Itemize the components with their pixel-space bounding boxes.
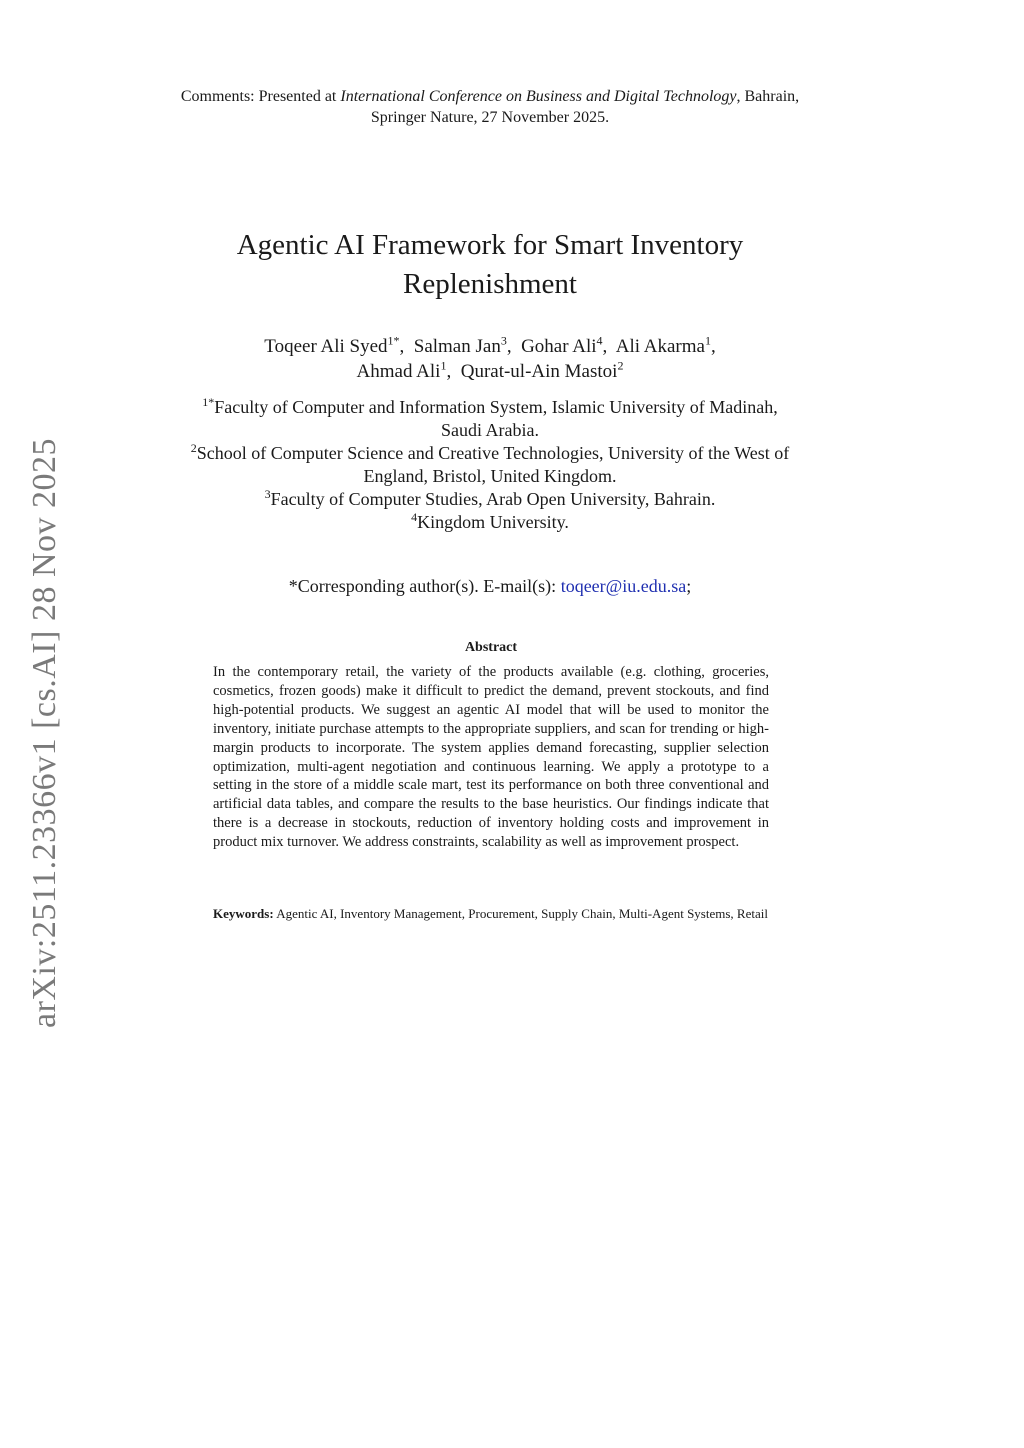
author-affil-mark: 4 bbox=[596, 333, 603, 348]
affiliation-text: Faculty of Computer and Information System, Islamic University of Madinah, Saudi Arabia. bbox=[214, 397, 778, 440]
comments-venue: International Conference on Business and Digital Technology bbox=[340, 88, 737, 105]
comments-suffix: , Bahrain, Springer Nature, 27 November 2025. bbox=[370, 88, 800, 126]
author-affil-mark: 3 bbox=[500, 333, 507, 348]
keywords-label: Keywords: bbox=[213, 906, 274, 921]
author-affil-mark: 1 bbox=[704, 333, 711, 348]
affiliation-mark: 4 bbox=[411, 510, 418, 524]
title-line-1: Agentic AI Framework for Smart Inventory bbox=[236, 229, 744, 261]
author-affil-mark: 1* bbox=[387, 333, 400, 348]
affiliation-item bbox=[180, 442, 800, 488]
abstract-text: In the contemporary retail, the variety of the products available (e.g. clothing, groceries, cosmetics, frozen goods) make it difficult to predict the demand, prevent stockouts, and find high-potential products. We suggest an agentic AI model that will be used to monitor the inventory, initiate purchase attempts to the appropriate suppliers, and scan for trending or high-margin products to incorporate. The system applies demand forecasting, supplier selection optimization, multi-agent negotiation and continuous learning. We apply a prototype to a setting in the store of a middle scale mart, test its performance on both three conventional and artificial data tables, and compare the results to the base heuristics. Our findings indicate that there is a decrease in stockouts, reduction of inventory holding costs and improvement in product mix turnover. We address constraints, scalability as well as improvement prospect. bbox=[213, 664, 769, 851]
keywords bbox=[213, 906, 769, 922]
affiliation-mark: 2 bbox=[190, 441, 197, 455]
affiliation-text: Kingdom University. bbox=[417, 512, 569, 532]
author-list bbox=[180, 334, 800, 384]
affiliation-list bbox=[180, 396, 800, 534]
corresponding-email-link[interactable]: toqeer@iu.edu.sa bbox=[560, 576, 687, 596]
corresponding-prefix: *Corresponding author(s). E-mail(s): bbox=[288, 576, 561, 596]
affiliation-item bbox=[180, 511, 800, 534]
title-line-2: Replenishment bbox=[403, 268, 577, 300]
author-name: Qurat-ul-Ain Mastoi bbox=[460, 361, 618, 382]
comments-note bbox=[180, 86, 800, 128]
corresponding-suffix: ; bbox=[686, 576, 692, 596]
author-name: Ahmad Ali bbox=[356, 361, 441, 382]
keywords-text: Agentic AI, Inventory Management, Procurement, Supply Chain, Multi-Agent Systems, Retail bbox=[273, 906, 768, 921]
author-name: Toqeer Ali Syed bbox=[264, 336, 388, 357]
paper-title bbox=[150, 226, 830, 304]
affiliation-text: Faculty of Computer Studies, Arab Open University, Bahrain. bbox=[270, 489, 716, 509]
affiliation-mark: 3 bbox=[264, 487, 271, 501]
comments-prefix: Comments: Presented at bbox=[180, 88, 341, 105]
author-name: Gohar Ali bbox=[521, 336, 597, 357]
author-affil-mark: 2 bbox=[617, 358, 624, 373]
affiliation-item bbox=[180, 488, 800, 511]
affiliation-item bbox=[180, 396, 800, 442]
author-line-1: Toqeer Ali Syed$^{1*}$, Salman Jan$^3$, Gohar Ali$^4$, Ali Akarma$^1$, bbox=[264, 333, 716, 357]
abstract-heading: Abstract bbox=[464, 640, 518, 655]
affiliation-text: School of Computer Science and Creative Technologies, University of the West of England, Bristol, United Kingdom. bbox=[196, 443, 790, 486]
author-name: Ali Akarma bbox=[615, 336, 705, 357]
author-name: Salman Jan bbox=[413, 336, 501, 357]
affiliation-mark: 1* bbox=[202, 395, 215, 409]
author-affil-mark: 1 bbox=[440, 358, 447, 373]
arxiv-identifier-stamp: arXiv:2511.23366v1 [cs.AI] 28 Nov 2025 bbox=[26, 438, 63, 1028]
corresponding-author bbox=[180, 575, 800, 598]
author-line-2: Ahmad Ali$^1$, Qurat-ul-Ain Mastoi$^2$ bbox=[356, 358, 624, 382]
